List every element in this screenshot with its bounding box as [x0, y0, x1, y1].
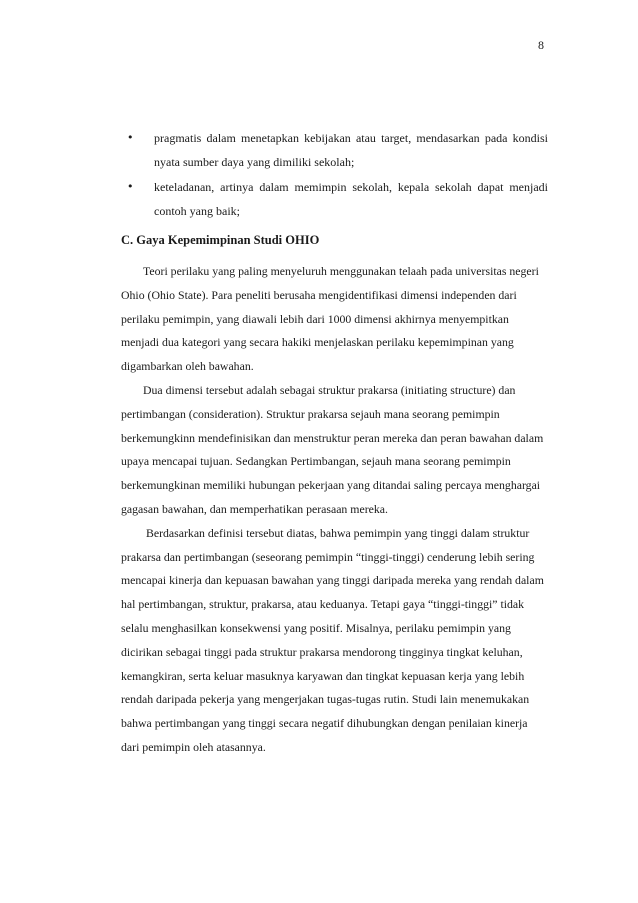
- bullet-list: [123, 126, 548, 224]
- section-body: [121, 260, 548, 760]
- bullet-text: • keteladanan, artinya dalam memimpin sekolah, kepala sekolah dapat menjadi contoh yang baik;: [154, 180, 548, 218]
- paragraph: Teori perilaku yang paling menyeluruh menggunakan telaah pada universitas negeri Ohio (Ohio State). Para peneliti berusaha mengidentifikasi dimensi independen dari perilaku pemimpin, yang diawali lebih dari 1000 dimensi akhirnya menyempitkan menjadi dua kategori yang secara hakiki menjelaskan perilaku kepemimpinan yang digambarkan oleh bawahan.: [121, 264, 539, 374]
- paragraph: Dua dimensi tersebut adalah sebagai struktur prakarsa (initiating structure) dan pertimbangan (consideration). Struktur prakarsa sejauh mana seorang pemimpin berkemungkinn mendefinisikan dan menstruktur peran mereka dan peran bawahan dalam upaya mencapai tujuan. Sedangkan Pertimbangan, sejauh mana seorang pemimpin berkemungkinan memiliki hubungan pekerjaan yang ditandai saling percaya menghargai gagasan bawahan, dan memperhatikan perasaan mereka.: [121, 382, 544, 516]
- bullet-item: [123, 126, 548, 174]
- page-number: 8: [538, 38, 544, 52]
- bullet-text: • pragmatis dalam menetapkan kebijakan atau target, mendasarkan pada kondisi nyata sumber daya yang dimiliki sekolah;: [154, 131, 548, 169]
- section-heading: C. Gaya Kepemimpinan Studi OHIO: [121, 233, 320, 247]
- paragraph: Berdasarkan definisi tersebut diatas, bahwa pemimpin yang tinggi dalam struktur prakarsa dan pertimbangan (seseorang pemimpin “tinggi-tinggi) cenderung lebih sering mencapai kinerja dan kepuasan bawahan yang tinggi daripada mereka yang rendah dalam hal pertimbangan, struktur, prakarsa, atau keduanya. Tetapi gaya “tinggi-tinggi” tidak selalu menghasilkan konsekwensi yang positif. Misalnya, perilaku pemimpin yang dicirikan sebagai tinggi pada struktur prakarsa mendorong tingginya tingkat keluhan, kemangkiran, serta keluar masuknya karyawan dan tingkat kepuasan kerja yang lebih rendah daripada pekerja yang mengerjakan tugas-tugas rutin. Studi lain menemukakan bahwa pertimbangan yang tinggi secara negatif dihubungkan dengan penilaian kinerja dari pemimpin oleh atasannya.: [121, 525, 544, 754]
- bullet-item: [123, 175, 548, 223]
